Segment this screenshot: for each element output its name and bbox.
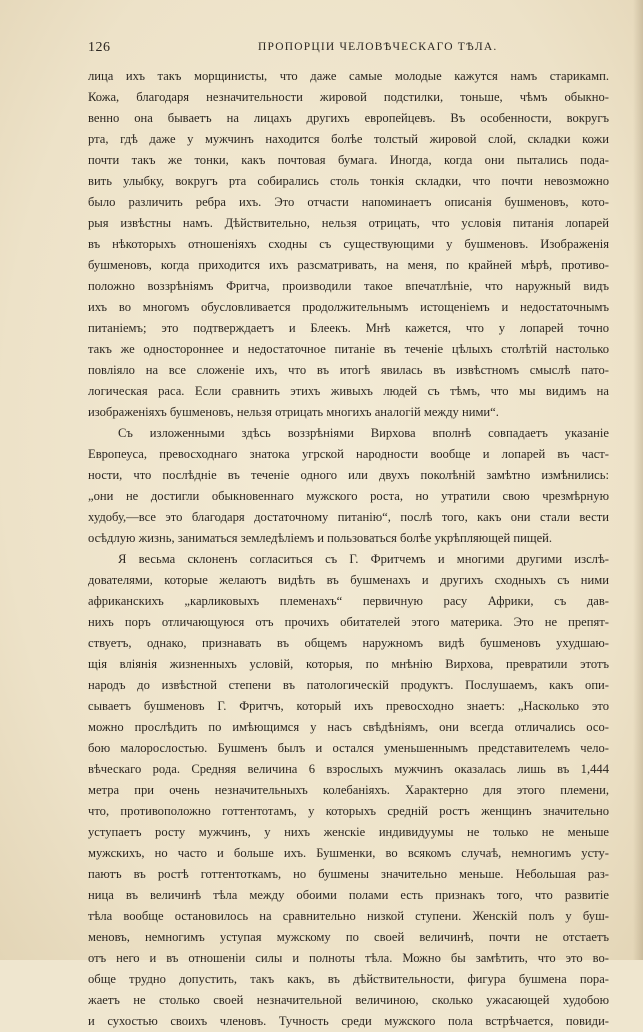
text-line: африканскихъ „карликовыхъ племенахъ“ первичную расу Африки, съ дав- xyxy=(88,594,609,608)
text-line: бою малорослостью. Бушменъ былъ и остался уменьшеннымъ представителемъ чело- xyxy=(88,741,609,755)
page-header xyxy=(88,40,608,60)
text-line: обще трудно допустить, такъ какъ, въ дѣйствительности, фигура бушмена пора- xyxy=(88,972,609,986)
text-line: метра при очень незначительныхъ колебаніяхъ. Характерно для этого племени, xyxy=(88,783,609,797)
text-line: отъ него и въ отношеніи силы и полноты тѣла. Можно бы замѣтить, что это во- xyxy=(88,951,609,965)
text-line: рта, гдѣ даже у мужчинъ находится болѣе толстый жировой слой, складки кожи xyxy=(88,132,609,146)
text-line: изображеніяхъ бушменовъ, нельзя отрицать многихъ аналогій между ними“. xyxy=(88,405,499,419)
text-line: было различить ребра ихъ. Это отчасти напоминаетъ описанія бушменовъ, кото- xyxy=(88,195,609,209)
text-line: дователями, которые желаютъ видѣть въ бушменахъ и другихъ сходныхъ съ ними xyxy=(88,573,609,587)
text-line: щія вліянія жизненныхъ условій, которыя, по мнѣнію Вирхова, превратили этотъ xyxy=(88,657,609,671)
text-line: можно прослѣдить по имѣющимся у насъ свѣдѣніямъ, они всегда отличались осо- xyxy=(88,720,609,734)
text-line: жаетъ не столько своей незначительной величиною, сколько ужасающей худобою xyxy=(88,993,609,1007)
text-line: ница въ величинѣ тѣла между обоими полами есть признакъ того, что развитіе xyxy=(88,888,609,902)
text-line: тѣла вообще остановилось на сравнительно низкой ступени. Женскій полъ у буш- xyxy=(88,909,609,923)
text-line: уступаетъ росту мужчинъ, у нихъ женскіе индивидуумы не только не меньше xyxy=(88,825,609,839)
running-title: ПРОПОРЦІИ ЧЕЛОВѢЧЕСКАГО ТѢЛА. xyxy=(258,41,498,53)
text-line: логическая раса. Если сравнить этихъ живыхъ людей съ тѣмъ, что мы видимъ на xyxy=(88,384,609,398)
text-line: сываетъ бушменовъ Г. Фритчъ, который ихъ превосходно знаетъ: „Насколько это xyxy=(88,699,609,713)
body-text xyxy=(88,66,609,1032)
text-line: Я весьма склоненъ согласиться съ Г. Фритчемъ и многими другими изслѣ- xyxy=(118,552,609,566)
text-line: народъ до извѣстной степени въ патологическій продуктъ. Послушаемъ, какъ опи- xyxy=(88,678,609,692)
text-line: худобу,—все это благодаря достаточному питанію“, послѣ того, какъ они стали вести xyxy=(88,510,609,524)
text-line: въ нѣкоторыхъ отношеніяхъ сходны съ существующими у бушменовъ. Изображенія xyxy=(88,237,609,251)
text-line: такъ же одностороннее и недостаточное питаніе въ теченіе цѣлыхъ столѣтій настолько xyxy=(88,342,609,356)
text-line: паютъ въ ростѣ готтентоткамъ, но бушмены значительно меньше. Небольшая раз- xyxy=(88,867,609,881)
text-line: почти такъ же тонки, какъ почтовая бумага. Иногда, когда они пытались пода- xyxy=(88,153,609,167)
text-line: что, противоположно готтентотамъ, у которыхъ средній ростъ женщинъ значительно xyxy=(88,804,609,818)
text-line: осѣдлую жизнь, заниматься земледѣліемъ и пользоваться болѣе укрѣпляющей пищей. xyxy=(88,531,553,545)
text-line: „они не достигли обыкновеннаго мужского роста, но утратили свою чрезмѣрную xyxy=(88,489,609,503)
text-line: Европеуса, превосходнаго знатока угрской народности вообще и лопарей въ част- xyxy=(88,447,609,461)
text-line: бушменовъ, когда приходится ихъ разсматривать, на меня, по крайней мѣрѣ, противо- xyxy=(88,258,609,272)
text-line: нихъ поръ отличающуюся отъ прочихъ обитателей этого материка. Это не препят- xyxy=(88,615,609,629)
text-line: Кожа, благодаря незначительности жировой подстилки, тоньше, чѣмъ обыкно- xyxy=(88,90,609,104)
text-line: ности, что послѣдніе въ теченіе одного или двухъ поколѣній замѣтно измѣнились: xyxy=(88,468,609,482)
text-line: и сухостью своихъ членовъ. Тучность среди мужского пола встрѣчается, повиди- xyxy=(88,1014,609,1028)
text-line: повліяло на все сложеніе ихъ, что въ итогѣ явилась въ извѣстномъ смыслѣ пато- xyxy=(88,363,609,377)
text-line: вѣческаго рода. Средняя величина 6 взрослыхъ мужчинъ оказалась лишь въ 1,444 xyxy=(88,762,609,776)
text-line: Съ изложенными здѣсь воззрѣніями Вирхова вполнѣ совпадаетъ указаніе xyxy=(118,426,609,440)
page-number: 126 xyxy=(88,40,111,55)
page-edge-shadow xyxy=(633,0,643,960)
text-line: мужскихъ, но часто и больше ихъ. Бушменки, во всякомъ случаѣ, немногимъ усту- xyxy=(88,846,609,860)
text-line: лица ихъ такъ морщинисты, что даже самые молодые кажутся намъ старикамп. xyxy=(88,69,609,83)
text-line: рыя извѣстны намъ. Дѣйствительно, нельзя отрицать, что условія питанія лопарей xyxy=(88,216,609,230)
text-line: положно воззрѣніямъ Фритча, производили такое впечатлѣніе, что наружный видъ xyxy=(88,279,609,293)
text-line: вить улыбку, вокругъ рта собирались столь тонкія складки, что почти невозможно xyxy=(88,174,609,188)
text-line: меновъ, немногимъ уступая мужскому по своей величинѣ, почти не отстаетъ xyxy=(88,930,609,944)
text-line: венно она бываетъ на лицахъ другихъ европейцевъ. Въ особенности, вокругъ xyxy=(88,111,609,125)
text-line: питаніемъ; это подтверждаетъ и Блеекъ. Мнѣ кажется, что у лопарей точно xyxy=(88,321,609,335)
text-line: ствуетъ, однако, признавать въ общемъ наружномъ видѣ бушменовъ ухудшаю- xyxy=(88,636,609,650)
text-line: ихъ во многомъ обусловливается продолжительнымъ истощеніемъ и недостаточнымъ xyxy=(88,300,609,314)
